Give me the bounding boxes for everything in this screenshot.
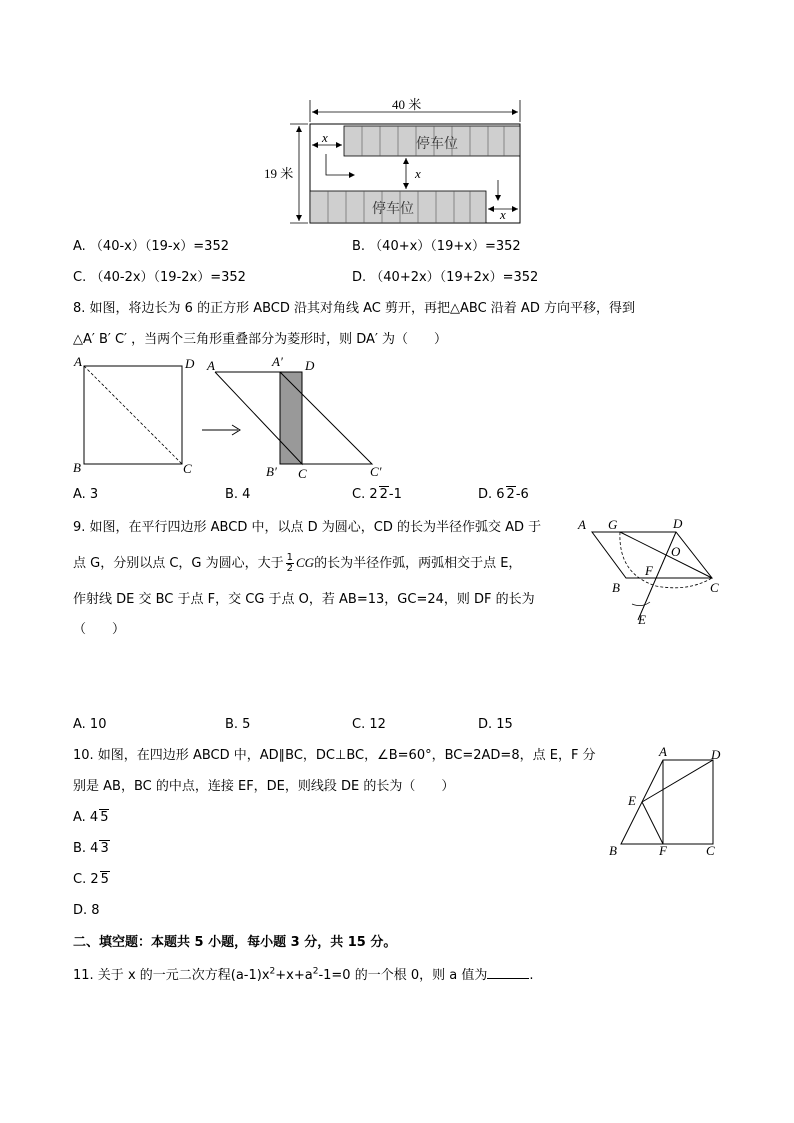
q10-option-b: B. 4 3 <box>73 841 109 856</box>
q10-label-D: D <box>711 747 721 762</box>
q9-label-B: B <box>612 580 620 595</box>
q7-option-b: B. （40+x）（19+x）=352 <box>352 239 521 254</box>
answer-blank[interactable] <box>487 967 529 979</box>
q8-option-a: A. 3 <box>73 487 99 502</box>
q8-text-line1: 8. 如图，将边长为 6 的正方形 ABCD 沿其对角线 AC 剪开，再把△ABC 沿着 AD 方向平移，得到 <box>73 301 635 316</box>
x-label-bottom: x <box>500 207 506 222</box>
q9-figure <box>570 512 730 630</box>
q8-right-C1: C′ <box>370 464 382 479</box>
q8-option-d: D. 6 2-6 <box>478 487 529 502</box>
q8-text-line2: △A′ B′ C′ ，当两个三角形重叠部分为菱形时，则 DA′ 为（ ） <box>73 332 448 347</box>
q8-left-A: A <box>74 354 82 369</box>
q10-label-F: F <box>659 843 667 858</box>
q8-figure <box>70 354 400 484</box>
q8-right-A1: A′ <box>272 354 283 369</box>
q9-label-E: E <box>638 612 646 627</box>
q10-figure <box>603 742 733 860</box>
q8-right-B1: B′ <box>266 464 277 479</box>
q9-text-line3: 作射线 DE 交 BC 于点 F，交 CG 于点 O，若 AB=13，GC=24，则 DF 的长为 <box>73 592 535 607</box>
q7-option-d: D. （40+2x）（19+2x）=352 <box>352 270 539 285</box>
q9-option-d: D. 15 <box>478 717 513 732</box>
width-label: 40 米 <box>392 97 422 112</box>
q9-text-line1: 9. 如图，在平行四边形 ABCD 中，以点 D 为圆心，CD 的长为半径作弧交 AD 于 <box>73 520 542 535</box>
q9-label-G: G <box>608 517 618 532</box>
q9-label-A: A <box>578 517 586 532</box>
q11-text: 11. 关于 x 的一元二次方程$(a-1)x^2+x+a^2-1=0$ 的一个根 0，则 a 值为 . <box>73 966 534 983</box>
bottom-area-label: 停车位 <box>372 202 414 217</box>
q8-right-D: D <box>305 358 315 373</box>
q9-option-c: C. 12 <box>352 717 386 732</box>
q10-label-E: E <box>628 793 636 808</box>
q8-right-A: A <box>207 358 215 373</box>
q8-left-D: D <box>185 356 195 371</box>
x-label-top: x <box>322 130 328 145</box>
q8-left-B: B <box>73 460 81 475</box>
q9-label-D: D <box>673 516 683 531</box>
q10-text-line1: 10. 如图，在四边形 ABCD 中，AD∥BC，DC⊥BC，∠B=60°，BC=2AD=8，点 E，F 分 <box>73 748 596 763</box>
q8-option-c: C. 2 2-1 <box>352 487 402 502</box>
top-area-label: 停车位 <box>416 137 458 152</box>
q9-label-C: C <box>710 580 719 595</box>
q9-option-a: A. 10 <box>73 717 107 732</box>
q10-label-B: B <box>609 843 617 858</box>
q10-option-d: D. 8 <box>73 903 100 918</box>
q9-text-line4: （ ） <box>73 622 126 637</box>
section-heading: 二、填空题：本题共 5 小题，每小题 3 分，共 15 分。 <box>73 935 397 950</box>
x-label-mid: x <box>415 166 421 181</box>
q8-right-C: C <box>298 466 307 481</box>
q10-label-C: C <box>706 843 715 858</box>
q7-option-a: A. （40-x）（19-x）=352 <box>73 239 229 254</box>
q10-label-A: A <box>659 744 667 759</box>
q10-text-line2: 别是 AB，BC 的中点，连接 EF，DE，则线段 DE 的长为（ ） <box>73 779 455 794</box>
q10-option-c: C. 2 5 <box>73 872 109 887</box>
q7-option-c: C. （40-2x）（19-2x）=352 <box>73 270 246 285</box>
q9-label-O: O <box>671 544 681 559</box>
q8-left-C: C <box>183 461 192 476</box>
q9-text-line2: 点 G，分别以点 C，G 为圆心，大于 $\frac{1}{2}$ CG的长为半径作弧，两弧相交于点 E， <box>73 552 522 574</box>
height-label: 19 米 <box>264 166 294 181</box>
q9-option-b: B. 5 <box>225 717 251 732</box>
q10-option-a: A. 4 5 <box>73 810 109 825</box>
parking-lot-figure <box>260 92 540 232</box>
q8-option-b: B. 4 <box>225 487 251 502</box>
q9-label-F: F <box>645 563 653 578</box>
